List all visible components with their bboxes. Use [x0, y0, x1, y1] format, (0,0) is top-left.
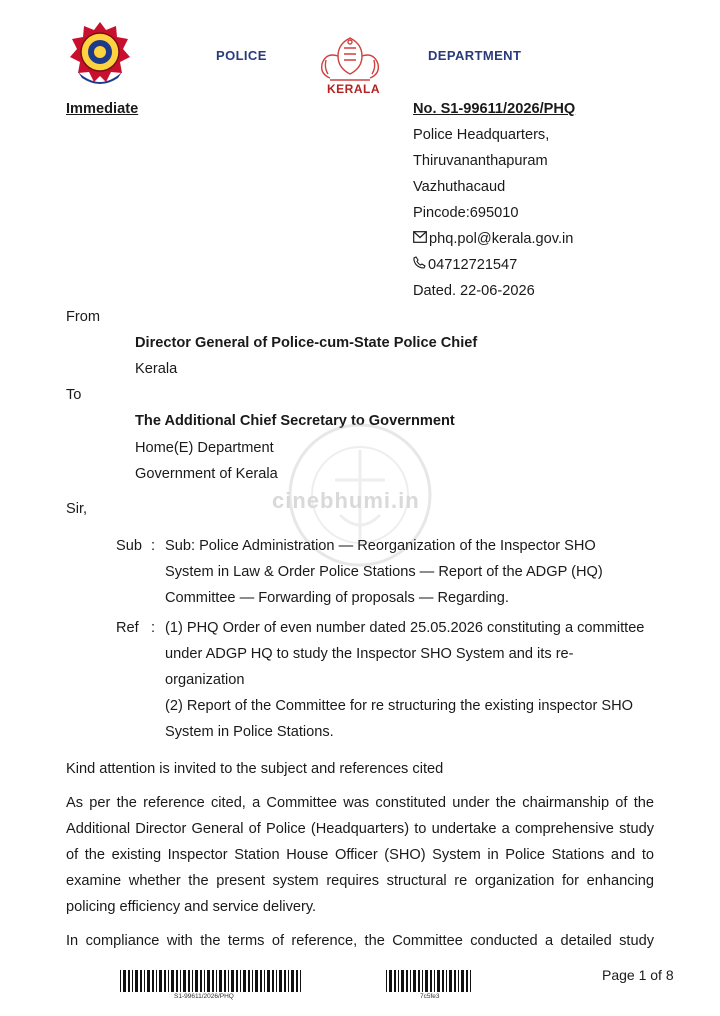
address-line-2: Thiruvananthapuram — [413, 153, 548, 169]
from-label: From — [66, 309, 101, 325]
phone-text: 04712721547 — [428, 257, 518, 273]
police-logo — [68, 20, 132, 90]
subject-line-1: Sub: Police Administration — Reorganization of the Inspector SHO — [165, 538, 596, 554]
reference-colon: : — [151, 620, 156, 636]
to-line-1: Home(E) Department — [135, 440, 274, 456]
to-label: To — [66, 387, 82, 403]
address-line-3: Vazhuthacaud — [413, 179, 506, 195]
body-paragraph-1: Kind attention is invited to the subject and references cited — [66, 761, 444, 777]
phone-icon — [413, 256, 426, 274]
from-place: Kerala — [135, 361, 178, 377]
priority-label: Immediate — [66, 101, 139, 117]
page-number: Page 1 of 8 — [602, 967, 674, 983]
reference-number: No. S1-99611/2026/PHQ — [413, 101, 576, 117]
from-title: Director General of Police-cum-State Police Chief — [135, 335, 478, 351]
address-phone — [413, 256, 517, 274]
reference-line-3: organization — [165, 672, 245, 688]
watermark-text: cinebhumi.in — [272, 488, 420, 513]
letter-date: Dated. 22-06-2026 — [413, 283, 535, 299]
barcode-2 — [386, 970, 474, 992]
email-text: phq.pol@kerala.gov.in — [429, 231, 574, 247]
subject-label: Sub — [116, 538, 142, 554]
state-emblem — [316, 34, 384, 84]
reference-line-1: (1) PHQ Order of even number dated 25.05.2026 constituting a committee — [165, 620, 645, 636]
reference-line-5: System in Police Stations. — [165, 724, 334, 740]
subject-colon: : — [151, 538, 156, 554]
reference-line-2: under ADGP HQ to study the Inspector SHO System and its re- — [165, 646, 574, 662]
header-kerala-label: KERALA — [327, 82, 380, 96]
barcode-1 — [120, 970, 304, 992]
reference-line-4: (2) Report of the Committee for re structuring the existing inspector SHO — [165, 698, 633, 714]
address-pincode: Pincode:695010 — [413, 205, 519, 221]
body-paragraph-2: As per the reference cited, a Committee was constituted under the chairmanship of the Additional Director General of Police (Headquarters) to undertake a comprehensive study of the existing Inspector Station House Officer (SHO) System in Police Stations and to examine whether the present system requires structural re organization for enhancing policing efficiency and service delivery. — [66, 795, 654, 915]
subject-line-3: Committee — Forwarding of proposals — Regarding. — [165, 590, 509, 606]
address-line-1: Police Headquarters, — [413, 127, 550, 143]
envelope-icon — [413, 230, 427, 248]
body-paragraph-3: In compliance with the terms of reference, the Committee conducted a detailed study — [66, 933, 654, 949]
to-line-2: Government of Kerala — [135, 466, 278, 482]
reference-label: Ref — [116, 620, 139, 636]
header-police-word: POLICE — [216, 48, 267, 63]
header-department-word: DEPARTMENT — [428, 48, 522, 63]
address-email — [413, 230, 573, 248]
salutation: Sir, — [66, 501, 88, 517]
subject-line-2: System in Law & Order Police Stations — Report of the ADGP (HQ) — [165, 564, 603, 580]
barcode-2-text: 7c5fe3 — [420, 993, 440, 1000]
to-title: The Additional Chief Secretary to Government — [135, 413, 455, 429]
barcode-1-text: S1-99611/2026/PHQ — [174, 993, 234, 1000]
